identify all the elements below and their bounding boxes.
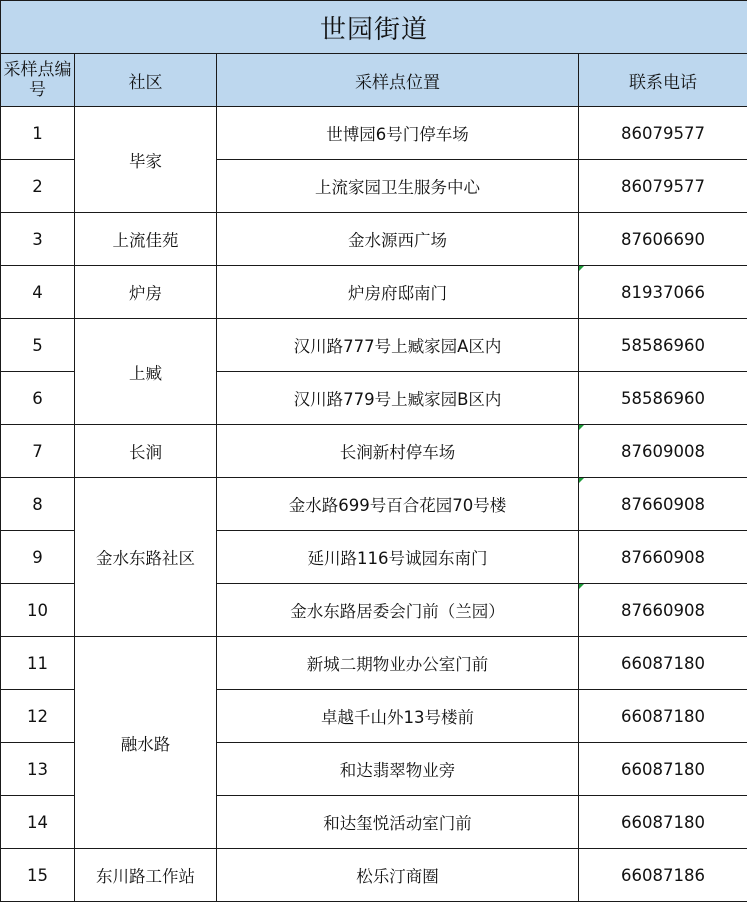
table-row (1, 478, 747, 531)
cell-phone[interactable]: 66087186 (579, 849, 747, 902)
cell-location[interactable]: 世博园6号门停车场 (217, 107, 579, 160)
cell-num[interactable]: 6 (1, 372, 75, 425)
cell-num[interactable]: 12 (1, 690, 75, 743)
cell-location[interactable]: 上流家园卫生服务中心 (217, 160, 579, 213)
cell-location[interactable]: 松乐汀商圈 (217, 849, 579, 902)
header-row (1, 54, 747, 107)
cell-phone[interactable]: 58586960 (579, 372, 747, 425)
cell-community[interactable]: 上臧 (75, 319, 217, 425)
cell-num[interactable]: 11 (1, 637, 75, 690)
cell-num[interactable]: 3 (1, 213, 75, 266)
cell-location[interactable]: 炉房府邸南门 (217, 266, 579, 319)
cell-num[interactable]: 4 (1, 266, 75, 319)
cell-num[interactable]: 5 (1, 319, 75, 372)
table-row (1, 319, 747, 372)
cell-community[interactable]: 炉房 (75, 266, 217, 319)
cell-location[interactable]: 和达翡翠物业旁 (217, 743, 579, 796)
cell-location[interactable]: 新城二期物业办公室门前 (217, 637, 579, 690)
cell-phone[interactable]: 86079577 (579, 107, 747, 160)
column-header-community: 社区 (75, 54, 217, 107)
column-header-phone: 联系电话 (579, 54, 747, 107)
cell-phone[interactable]: 66087180 (579, 637, 747, 690)
table-row (1, 849, 747, 902)
cell-community[interactable]: 毕家 (75, 107, 217, 213)
cell-location[interactable]: 长涧新村停车场 (217, 425, 579, 478)
table-row (1, 213, 747, 266)
cell-community[interactable]: 长涧 (75, 425, 217, 478)
cell-location[interactable]: 金水源西广场 (217, 213, 579, 266)
cell-phone[interactable]: 86079577 (579, 160, 747, 213)
cell-num[interactable]: 1 (1, 107, 75, 160)
cell-community[interactable]: 上流佳苑 (75, 213, 217, 266)
cell-phone[interactable]: 87609008 (579, 425, 747, 478)
cell-phone[interactable]: 58586960 (579, 319, 747, 372)
cell-location[interactable]: 延川路116号诚园东南门 (217, 531, 579, 584)
cell-community[interactable]: 融水路 (75, 637, 217, 849)
table-title: 世园街道 (1, 1, 747, 54)
cell-location[interactable]: 金水东路居委会门前（兰园） (217, 584, 579, 637)
table-row (1, 107, 747, 160)
cell-phone[interactable]: 87660908 (579, 531, 747, 584)
cell-num[interactable]: 13 (1, 743, 75, 796)
table-row (1, 266, 747, 319)
cell-num[interactable]: 7 (1, 425, 75, 478)
cell-phone[interactable]: 66087180 (579, 796, 747, 849)
cell-community[interactable]: 金水东路社区 (75, 478, 217, 637)
column-header-location: 采样点位置 (217, 54, 579, 107)
cell-phone[interactable]: 87606690 (579, 213, 747, 266)
cell-num[interactable]: 10 (1, 584, 75, 637)
cell-phone[interactable]: 81937066 (579, 266, 747, 319)
cell-location[interactable]: 卓越千山外13号楼前 (217, 690, 579, 743)
cell-num[interactable]: 9 (1, 531, 75, 584)
cell-num[interactable]: 8 (1, 478, 75, 531)
column-header-num: 采样点编号 (1, 54, 75, 107)
cell-num[interactable]: 2 (1, 160, 75, 213)
cell-location[interactable]: 金水路699号百合花园70号楼 (217, 478, 579, 531)
cell-location[interactable]: 汉川路777号上臧家园A区内 (217, 319, 579, 372)
cell-num[interactable]: 14 (1, 796, 75, 849)
cell-phone[interactable]: 87660908 (579, 584, 747, 637)
cell-location[interactable]: 汉川路779号上臧家园B区内 (217, 372, 579, 425)
table-row (1, 425, 747, 478)
cell-location[interactable]: 和达玺悦活动室门前 (217, 796, 579, 849)
cell-community[interactable]: 东川路工作站 (75, 849, 217, 902)
cell-phone[interactable]: 87660908 (579, 478, 747, 531)
cell-phone[interactable]: 66087180 (579, 743, 747, 796)
cell-phone[interactable]: 66087180 (579, 690, 747, 743)
cell-num[interactable]: 15 (1, 849, 75, 902)
table-row (1, 637, 747, 690)
